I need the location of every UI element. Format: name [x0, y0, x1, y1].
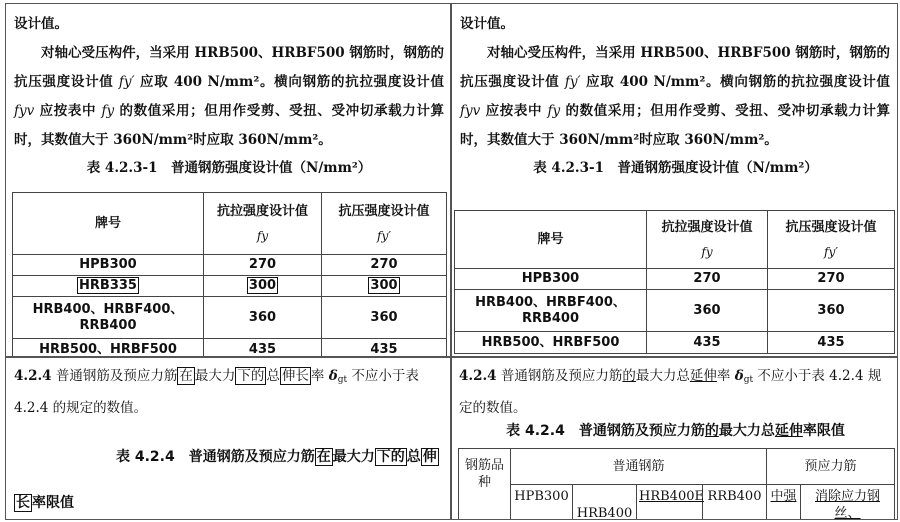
right-h-compress — [768, 211, 895, 269]
left-r3-brand: HRB500、HRBF500 — [13, 339, 204, 358]
left-clause-number: 4.2.4 — [14, 368, 52, 384]
table-row — [13, 297, 447, 339]
left-r2-t: 360 — [204, 297, 322, 339]
left-r0-brand: HPB300 — [13, 255, 204, 276]
table-row — [13, 339, 447, 358]
right-t2-normal: 普通钢筋 — [511, 449, 767, 485]
right-t2-c5: 中强 — [767, 485, 801, 521]
left-h-compress-label: 抗压强度设计值 — [338, 203, 430, 219]
left-s2-t2: 最大力 — [194, 368, 236, 384]
right-h-tension-label: 抗拉强度设计值 — [661, 219, 753, 235]
right-p1-sym3: fy — [547, 103, 561, 119]
left-p1-sym3: fy — [101, 103, 115, 119]
left-h-compress-sym: fy′ — [377, 228, 391, 243]
right-top-panel — [451, 3, 898, 357]
right-s2-u2: 延伸 — [689, 368, 717, 384]
right-s2-t1: 普通钢筋及预应力筋 — [500, 368, 623, 384]
left-p1-sym2: fyv — [14, 103, 35, 119]
right-t2-pre: 预应力筋 — [767, 449, 895, 485]
right-r1-t: 360 — [647, 290, 768, 332]
right-p1-sym: fy′ — [564, 74, 581, 90]
left-cap-b4: 长 — [16, 495, 30, 511]
right-cap-t2: 最大力总 — [718, 423, 775, 439]
left-paragraph — [14, 10, 444, 155]
right-p1-rest: 应取 400 N/mm²。横向钢筋的抗拉强度设计值 — [586, 74, 891, 90]
right-t2-subheader — [459, 485, 895, 521]
right-p1-tail: 的数值采用；但用作受剪、受扭、受冲切承载力计算时，其数值大于 360N/mm²时应取 360N/mm²。 — [460, 103, 891, 148]
table-row — [455, 332, 895, 354]
left-para-head: 设计值。 — [14, 16, 68, 32]
left-r1-t-text: 300 — [248, 278, 277, 293]
left-s2-t4: 率 — [310, 368, 325, 384]
left-r0-t: 270 — [204, 255, 322, 276]
right-s2-sym-sub: gt — [743, 375, 754, 385]
left-s2-sym: δ — [328, 368, 338, 384]
right-table-caption: 表 4.2.3-1 普通钢筋强度设计值（N/mm²） — [533, 160, 818, 176]
left-r3-c: 435 — [322, 339, 447, 358]
right-cap-u1: 的 — [704, 423, 719, 439]
right-clause-4-2-4 — [459, 362, 891, 422]
left-cap-b1: 在 — [316, 449, 331, 465]
left-r2-c: 360 — [322, 297, 447, 339]
right-strength-table — [454, 210, 895, 354]
left-s2-sym-sub: gt — [337, 375, 348, 385]
left-s2-t3: 总 — [266, 368, 280, 384]
left-r1-c-text: 300 — [370, 278, 398, 293]
right-h-compress-sym: fy′ — [824, 244, 838, 259]
left-p1-mid: 应按表中 — [39, 103, 97, 119]
table-row — [455, 269, 895, 290]
right-s2-t3: 率 — [716, 368, 731, 384]
left-p1-text: 对轴心受压构件，当采用 HRB500、HRBF500 钢筋时，钢筋的抗压强度设计值 — [14, 45, 444, 90]
right-table-header — [455, 211, 895, 269]
table-row — [13, 255, 447, 276]
right-t2-c4: RRB400 — [703, 485, 767, 521]
right-t2-kind: 钢筋品种 — [459, 449, 511, 521]
left-cap-b3: 伸 — [422, 449, 437, 465]
left-cap-t3: 总 — [406, 449, 421, 465]
left-bottom-panel — [5, 357, 451, 520]
left-r1-t — [204, 276, 322, 297]
left-h-compress — [322, 193, 447, 255]
right-h-tension-sym: fy — [701, 244, 713, 259]
right-cap-t3: 率限值 — [802, 423, 845, 439]
left-s2-t5: 不应小于表 4.2.4 的规定的数值。 — [14, 368, 419, 416]
left-clause-4-2-4 — [14, 362, 446, 422]
right-h-brand: 牌号 — [455, 211, 647, 269]
left-p1-sym: fy′ — [118, 74, 135, 90]
right-paragraph — [460, 10, 890, 155]
right-s2-sym: δ — [734, 368, 744, 384]
table-row-highlighted — [13, 276, 447, 297]
left-table-424-caption — [14, 434, 446, 520]
right-table-424-caption — [452, 420, 898, 440]
right-r1-c: 360 — [768, 290, 895, 332]
left-s2-b1: 在 — [179, 368, 193, 384]
right-t2-c2: HRB400 — [573, 485, 637, 521]
left-r0-c: 270 — [322, 255, 447, 276]
left-para-body — [14, 39, 444, 155]
left-cap-b2: 下的 — [376, 449, 405, 465]
left-h-tension-sym: fy — [256, 228, 269, 243]
right-s2-t2: 最大力总 — [635, 368, 690, 384]
left-p1-rest: 应取 400 N/mm²。横向钢筋的抗拉强度设计值 — [140, 74, 445, 90]
left-cap-pre: 表 4.2.4 普通钢筋及预应力筋 — [116, 449, 315, 465]
right-s2-u1: 的 — [622, 368, 636, 384]
left-r1-c — [322, 276, 447, 297]
left-table-caption: 表 4.2.3-1 普通钢筋强度设计值（N/mm²） — [86, 160, 372, 176]
left-h-brand: 牌号 — [13, 193, 204, 255]
right-para-head: 设计值。 — [460, 16, 514, 32]
left-s2-b3: 伸长 — [281, 368, 309, 384]
left-cap-t4: 率限值 — [32, 495, 74, 511]
right-r2-brand: HRB500、HRBF500 — [455, 332, 647, 354]
left-r2-brand: HRB400、HRBF400、RRB400 — [13, 297, 204, 339]
right-r0-t: 270 — [647, 269, 768, 290]
right-cap-pre: 表 4.2.4 普通钢筋及预应力筋 — [506, 423, 705, 439]
right-r0-brand: HPB300 — [455, 269, 647, 290]
left-top-panel — [5, 3, 451, 357]
left-h-tension-label: 抗拉强度设计值 — [216, 203, 308, 219]
right-t2-c3: HRB400E — [637, 485, 703, 521]
right-clause-number: 4.2.4 — [459, 368, 497, 384]
right-p1-mid: 应按表中 — [485, 103, 543, 119]
left-strength-table — [12, 192, 447, 357]
left-r3-t: 435 — [204, 339, 322, 358]
left-s2-t1: 普通钢筋及预应力筋 — [55, 368, 178, 384]
right-r0-c: 270 — [768, 269, 895, 290]
right-p1-sym2: fyv — [460, 103, 481, 119]
right-bottom-panel — [451, 357, 898, 520]
right-t2-header — [459, 449, 895, 485]
right-s2-t4: 不应小于表 4.2.4 规定的数值。 — [459, 368, 882, 416]
left-p1-tail: 的数值采用；但用作受剪、受扭、受冲切承载力计算时，其数值大于 360N/mm²时应取 360N/mm²。 — [14, 103, 445, 148]
right-h-compress-label: 抗压强度设计值 — [785, 219, 877, 235]
left-cap-t2: 最大力 — [332, 449, 375, 465]
left-r1-brand-text: HRB335 — [79, 278, 137, 293]
right-h-tension — [647, 211, 768, 269]
left-r1-brand — [13, 276, 204, 297]
table-row — [455, 290, 895, 332]
right-t2-c1: HPB300 — [511, 485, 573, 521]
left-table-header — [13, 193, 447, 255]
left-h-tension — [204, 193, 322, 255]
right-elongation-table — [458, 448, 895, 520]
right-r1-brand: HRB400、HRBF400、RRB400 — [455, 290, 647, 332]
right-para-body — [460, 39, 890, 155]
right-r2-t: 435 — [647, 332, 768, 354]
right-t2-c6: 消除应力钢丝、 — [801, 485, 895, 521]
right-p1-text: 对轴心受压构件，当采用 HRB500、HRBF500 钢筋时，钢筋的抗压强度设计值 — [460, 45, 890, 90]
right-r2-c: 435 — [768, 332, 895, 354]
right-cap-u2: 延伸 — [774, 423, 803, 439]
left-s2-b2: 下的 — [237, 368, 265, 384]
